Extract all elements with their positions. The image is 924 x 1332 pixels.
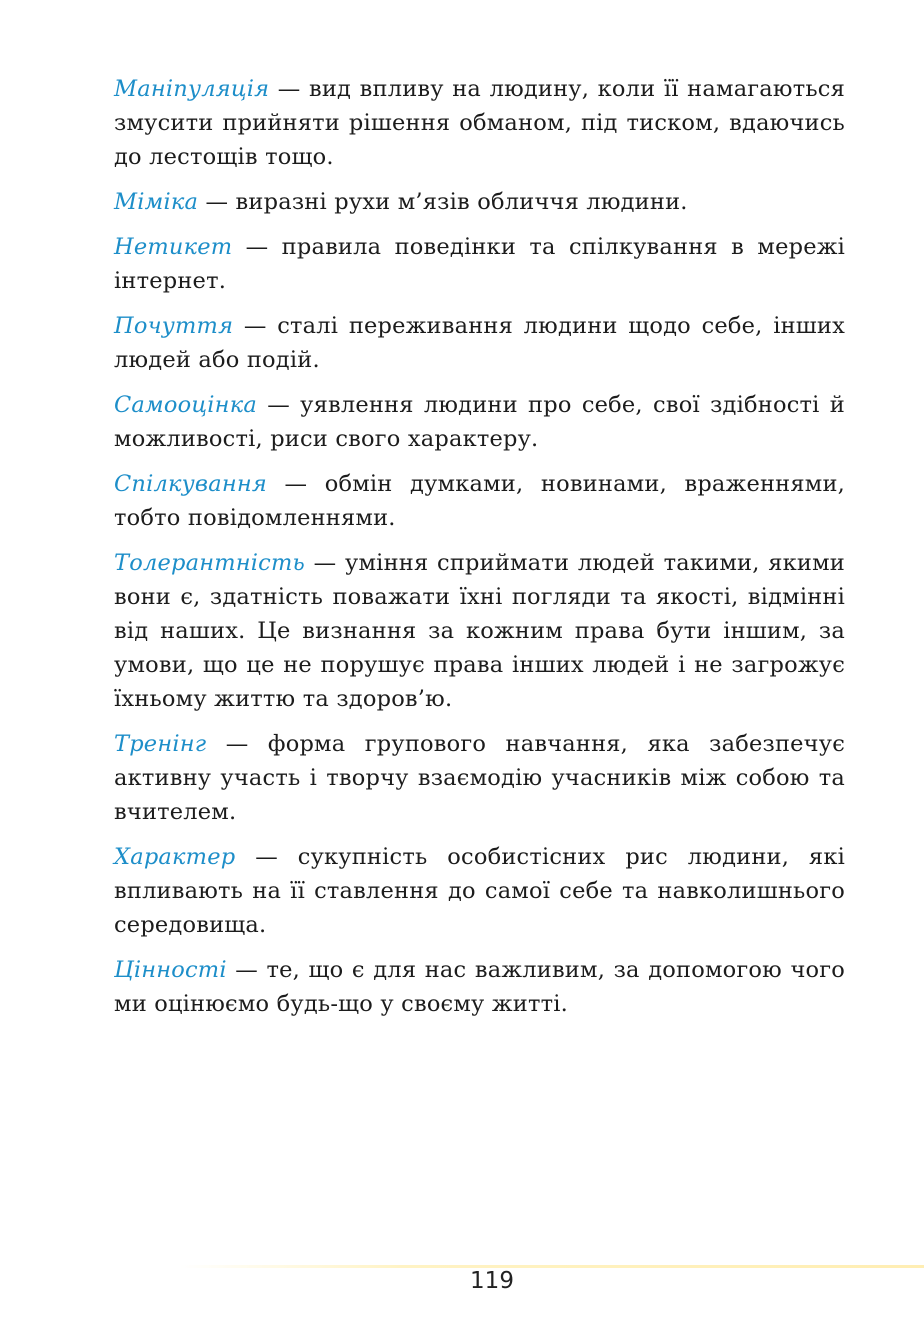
- glossary-definition: — уміння сприймати людей такими, якими вони є, здатність поважати їхні погляди та якості, відмінні від наших. Це визнання за кожним права бути іншим, за умови, що це не порушує права інших людей і не загрожує їхньому життю та здоров’ю.: [114, 550, 845, 712]
- glossary-entry-character: [114, 840, 845, 942]
- glossary-definition: — те, що є для нас важливим, за допомогою чого ми оцінюємо будь-що у своєму житті.: [114, 957, 845, 1017]
- glossary-definition: — обмін думками, новинами, враженнями, тобто повідомленнями.: [114, 471, 845, 531]
- glossary-term: Цінності: [114, 957, 227, 983]
- page-number: 119: [470, 1268, 514, 1294]
- glossary-definition: — правила поведінки та спілкування в мережі інтернет.: [114, 234, 845, 294]
- glossary-entry-netiquette: [114, 230, 845, 298]
- glossary-definition: — форма групового навчання, яка забезпечує активну участь і творчу взаємодію учасників між собою та вчителем.: [114, 731, 845, 825]
- glossary-term: Характер: [114, 844, 236, 870]
- glossary-term: Міміка: [114, 189, 199, 215]
- glossary-entry-feelings: [114, 309, 845, 377]
- glossary-term: Толерантність: [114, 550, 305, 576]
- glossary-term: Нетикет: [114, 234, 233, 260]
- glossary-entry-manipulation: [114, 72, 845, 174]
- glossary-definition: — сукупність особистісних рис людини, які впливають на її ставлення до самої себе та навколишнього середовища.: [114, 844, 845, 938]
- glossary-entry-values: [114, 953, 845, 1021]
- glossary-definition: — уявлення людини про себе, свої здібності й можливості, риси свого характеру.: [114, 392, 845, 452]
- glossary-definition: — вид впливу на людину, коли її намагаються змусити прийняти рішення обманом, під тиском, вдаючись до лестощів тощо.: [114, 76, 845, 170]
- glossary-term: Тренінг: [114, 731, 207, 757]
- glossary-term: Маніпуляція: [114, 76, 270, 102]
- glossary-entry-tolerance: [114, 546, 845, 716]
- glossary-definition: — виразні рухи м’язів обличчя людини.: [198, 189, 688, 215]
- glossary-term: Почуття: [114, 313, 234, 339]
- glossary-entry-training: [114, 727, 845, 829]
- glossary-entry-mimicry: [114, 185, 845, 219]
- glossary-entry-self-esteem: [114, 388, 845, 456]
- glossary-definition: — сталі переживання людини щодо себе, інших людей або подій.: [114, 313, 845, 373]
- glossary-term: Самооцінка: [114, 392, 257, 418]
- glossary-entry-communication: [114, 467, 845, 535]
- glossary-term: Спілкування: [114, 471, 267, 497]
- glossary: [114, 72, 845, 1032]
